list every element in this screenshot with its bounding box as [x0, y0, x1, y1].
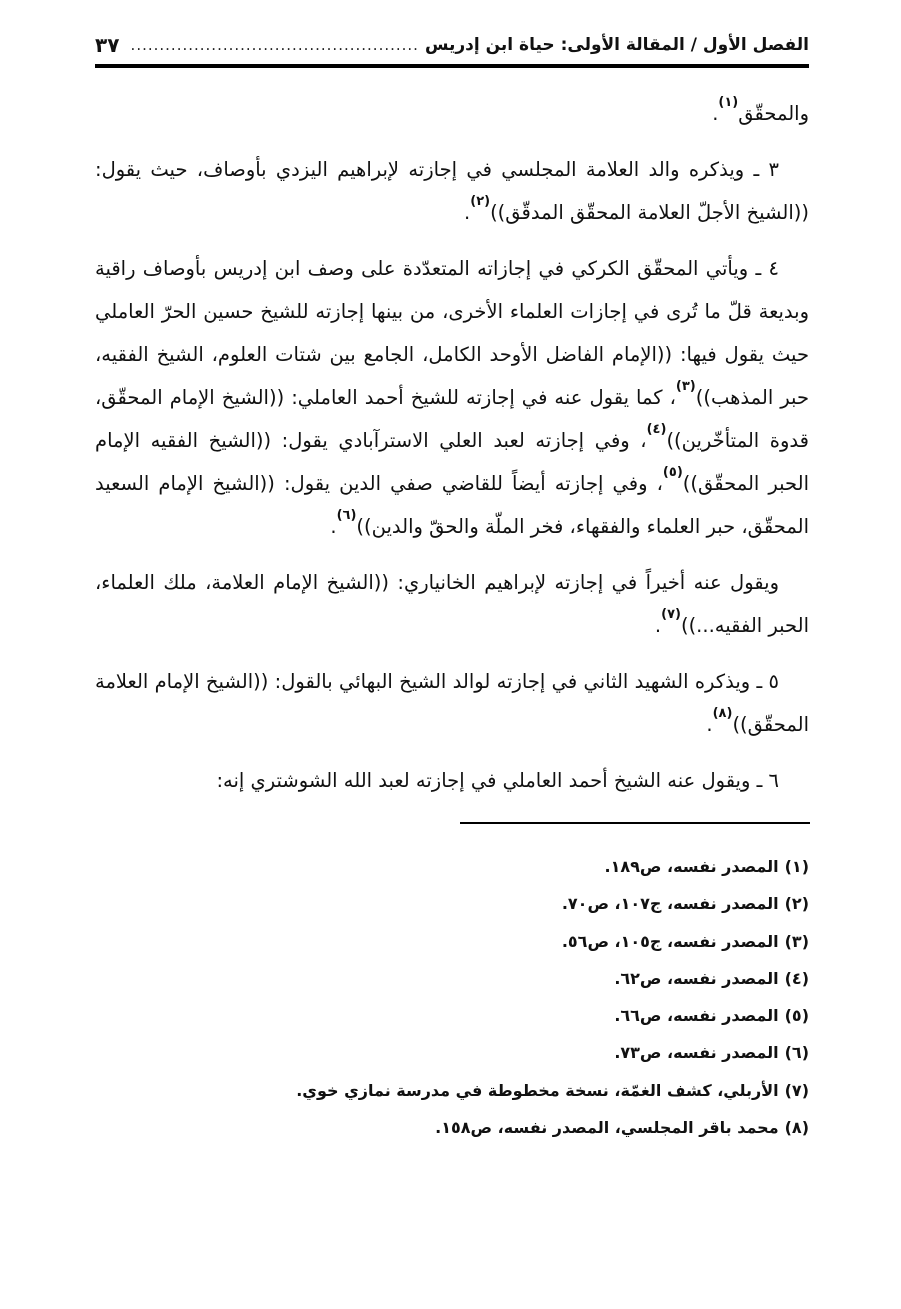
- footnote-text: الأربلي، كشف الغمّة، نسخة مخطوطة في مدرسة نمازي خوي.: [296, 1080, 779, 1100]
- paragraph-item-5: [95, 660, 809, 746]
- footnote-item: [95, 1109, 809, 1146]
- footnote-number: (٧): [784, 1080, 809, 1100]
- footnote-ref: (٦): [336, 508, 357, 523]
- footnote-text: المصدر نفسه، ص١٨٩.: [604, 857, 779, 876]
- paragraph-text: والمحقّق: [738, 102, 809, 125]
- header-leader-dots: ..................................................: [130, 36, 419, 54]
- footnote-number: (٦): [784, 1043, 809, 1063]
- paragraph-text: ، وفي إجازته أيضاً للقاضي صفي الدين يقول: ((الشيخ الإمام السعيد المحقّق، حبر العلماء والفقهاء، فخر الملّة والحقّ والدين)): [95, 472, 809, 538]
- footnote-text: المصدر نفسه، ج١٠٧، ص٧٠.: [561, 894, 779, 914]
- footnote-text: المصدر نفسه، ج١٠٥، ص٥٦.: [561, 931, 779, 951]
- paragraph-end: .: [330, 515, 337, 538]
- footnote-ref: (٥): [662, 465, 683, 480]
- footnote-text: المصدر نفسه، ص٦٢.: [614, 968, 779, 988]
- footnote-ref: (٤): [646, 422, 667, 437]
- paragraph-text: ٦ ـ ويقول عنه الشيخ أحمد العاملي في إجازته لعبد الله الشوشتري إنه:: [216, 769, 779, 792]
- paragraph-end: .: [706, 713, 713, 736]
- footnote-text: محمد باقر المجلسي، المصدر نفسه، ص١٥٨.: [435, 1118, 779, 1138]
- paragraph-text: ، وفي إجازته لعبد العلي الاسترآبادي يقول: ((الشيخ الفقيه الإمام الحبر المحقّق)): [95, 429, 810, 495]
- footnote-item: [95, 1034, 809, 1071]
- footnote-item: [95, 848, 809, 885]
- running-header: [95, 30, 809, 60]
- footnote-item: [95, 885, 809, 922]
- footnote-item: [95, 997, 809, 1034]
- paragraph-text: ٣ ـ ويذكره والد العلامة المجلسي في إجازته لإبراهيم اليزدي بأوصاف، حيث يقول: ((الشيخ الأجلّ العلامة المحقّق المدقّق)): [95, 158, 809, 224]
- footnote-ref: (١): [718, 95, 739, 110]
- paragraph-continuation: [95, 92, 809, 135]
- footnote-number: (٢): [784, 894, 809, 914]
- header-rule: [95, 64, 809, 68]
- footnotes: [95, 848, 809, 1146]
- paragraph-text: ، كما يقول عنه في إجازته للشيخ أحمد العاملي: ((الشيخ الإمام المحقّق، قدوة المتأخّرين)): [95, 386, 809, 452]
- footnote-ref: (٢): [470, 194, 491, 209]
- footnote-separator: [460, 822, 810, 824]
- footnote-item: [95, 923, 809, 960]
- footnote-number: (٤): [784, 968, 809, 988]
- paragraph-item-4: [95, 247, 809, 548]
- footnote-item: [95, 1072, 809, 1109]
- page-number: ٣٧: [95, 33, 120, 57]
- footnote-item: [95, 960, 809, 997]
- paragraph-text: ويقول عنه أخيراً في إجازته لإبراهيم الخانياري: ((الشيخ الإمام العلامة، ملك العلماء، الحبر الفقيه...)): [95, 571, 809, 637]
- paragraph-end: .: [712, 102, 719, 125]
- footnote-number: (١): [784, 857, 809, 876]
- paragraph-end: .: [654, 614, 662, 637]
- footnote-number: (٨): [784, 1118, 809, 1138]
- footnote-text: المصدر نفسه، ص٦٦.: [614, 1006, 779, 1026]
- main-text: [95, 92, 809, 815]
- footnote-number: (٣): [784, 931, 809, 951]
- paragraph-item-6: [95, 759, 809, 802]
- paragraph-text: ٥ ـ ويذكره الشهيد الثاني في إجازته لوالد الشيخ البهائي بالقول: ((الشيخ الإمام العلامة المحقّق)): [95, 670, 809, 736]
- footnote-number: (٥): [784, 1006, 809, 1026]
- footnote-ref: (٨): [712, 706, 733, 721]
- paragraph-text: ٤ ـ ويأتي المحقّق الكركي في إجازاته المتعدّدة على وصف ابن إدريس بأوصاف راقية وبديعة قلّ ما تُرى في إجازات العلماء الأخرى، من بينها إجازته للشيخ حسين الحرّ العاملي حيث يقول فيها: ((الإمام الفاضل الأوحد الكامل، الجامع بين شتات العلوم، الشيخ الفقيه، حبر المذهب)): [95, 257, 809, 409]
- paragraph-item-3: [95, 148, 809, 234]
- footnote-text: المصدر نفسه، ص٧٣.: [614, 1043, 779, 1063]
- paragraph-end: .: [464, 201, 471, 224]
- footnote-ref: (٧): [661, 607, 681, 622]
- footnote-ref: (٣): [675, 379, 696, 394]
- paragraph-khanyari: [95, 561, 809, 647]
- header-title: الفصل الأول / المقالة الأولى: حياة ابن إدريس: [424, 35, 809, 55]
